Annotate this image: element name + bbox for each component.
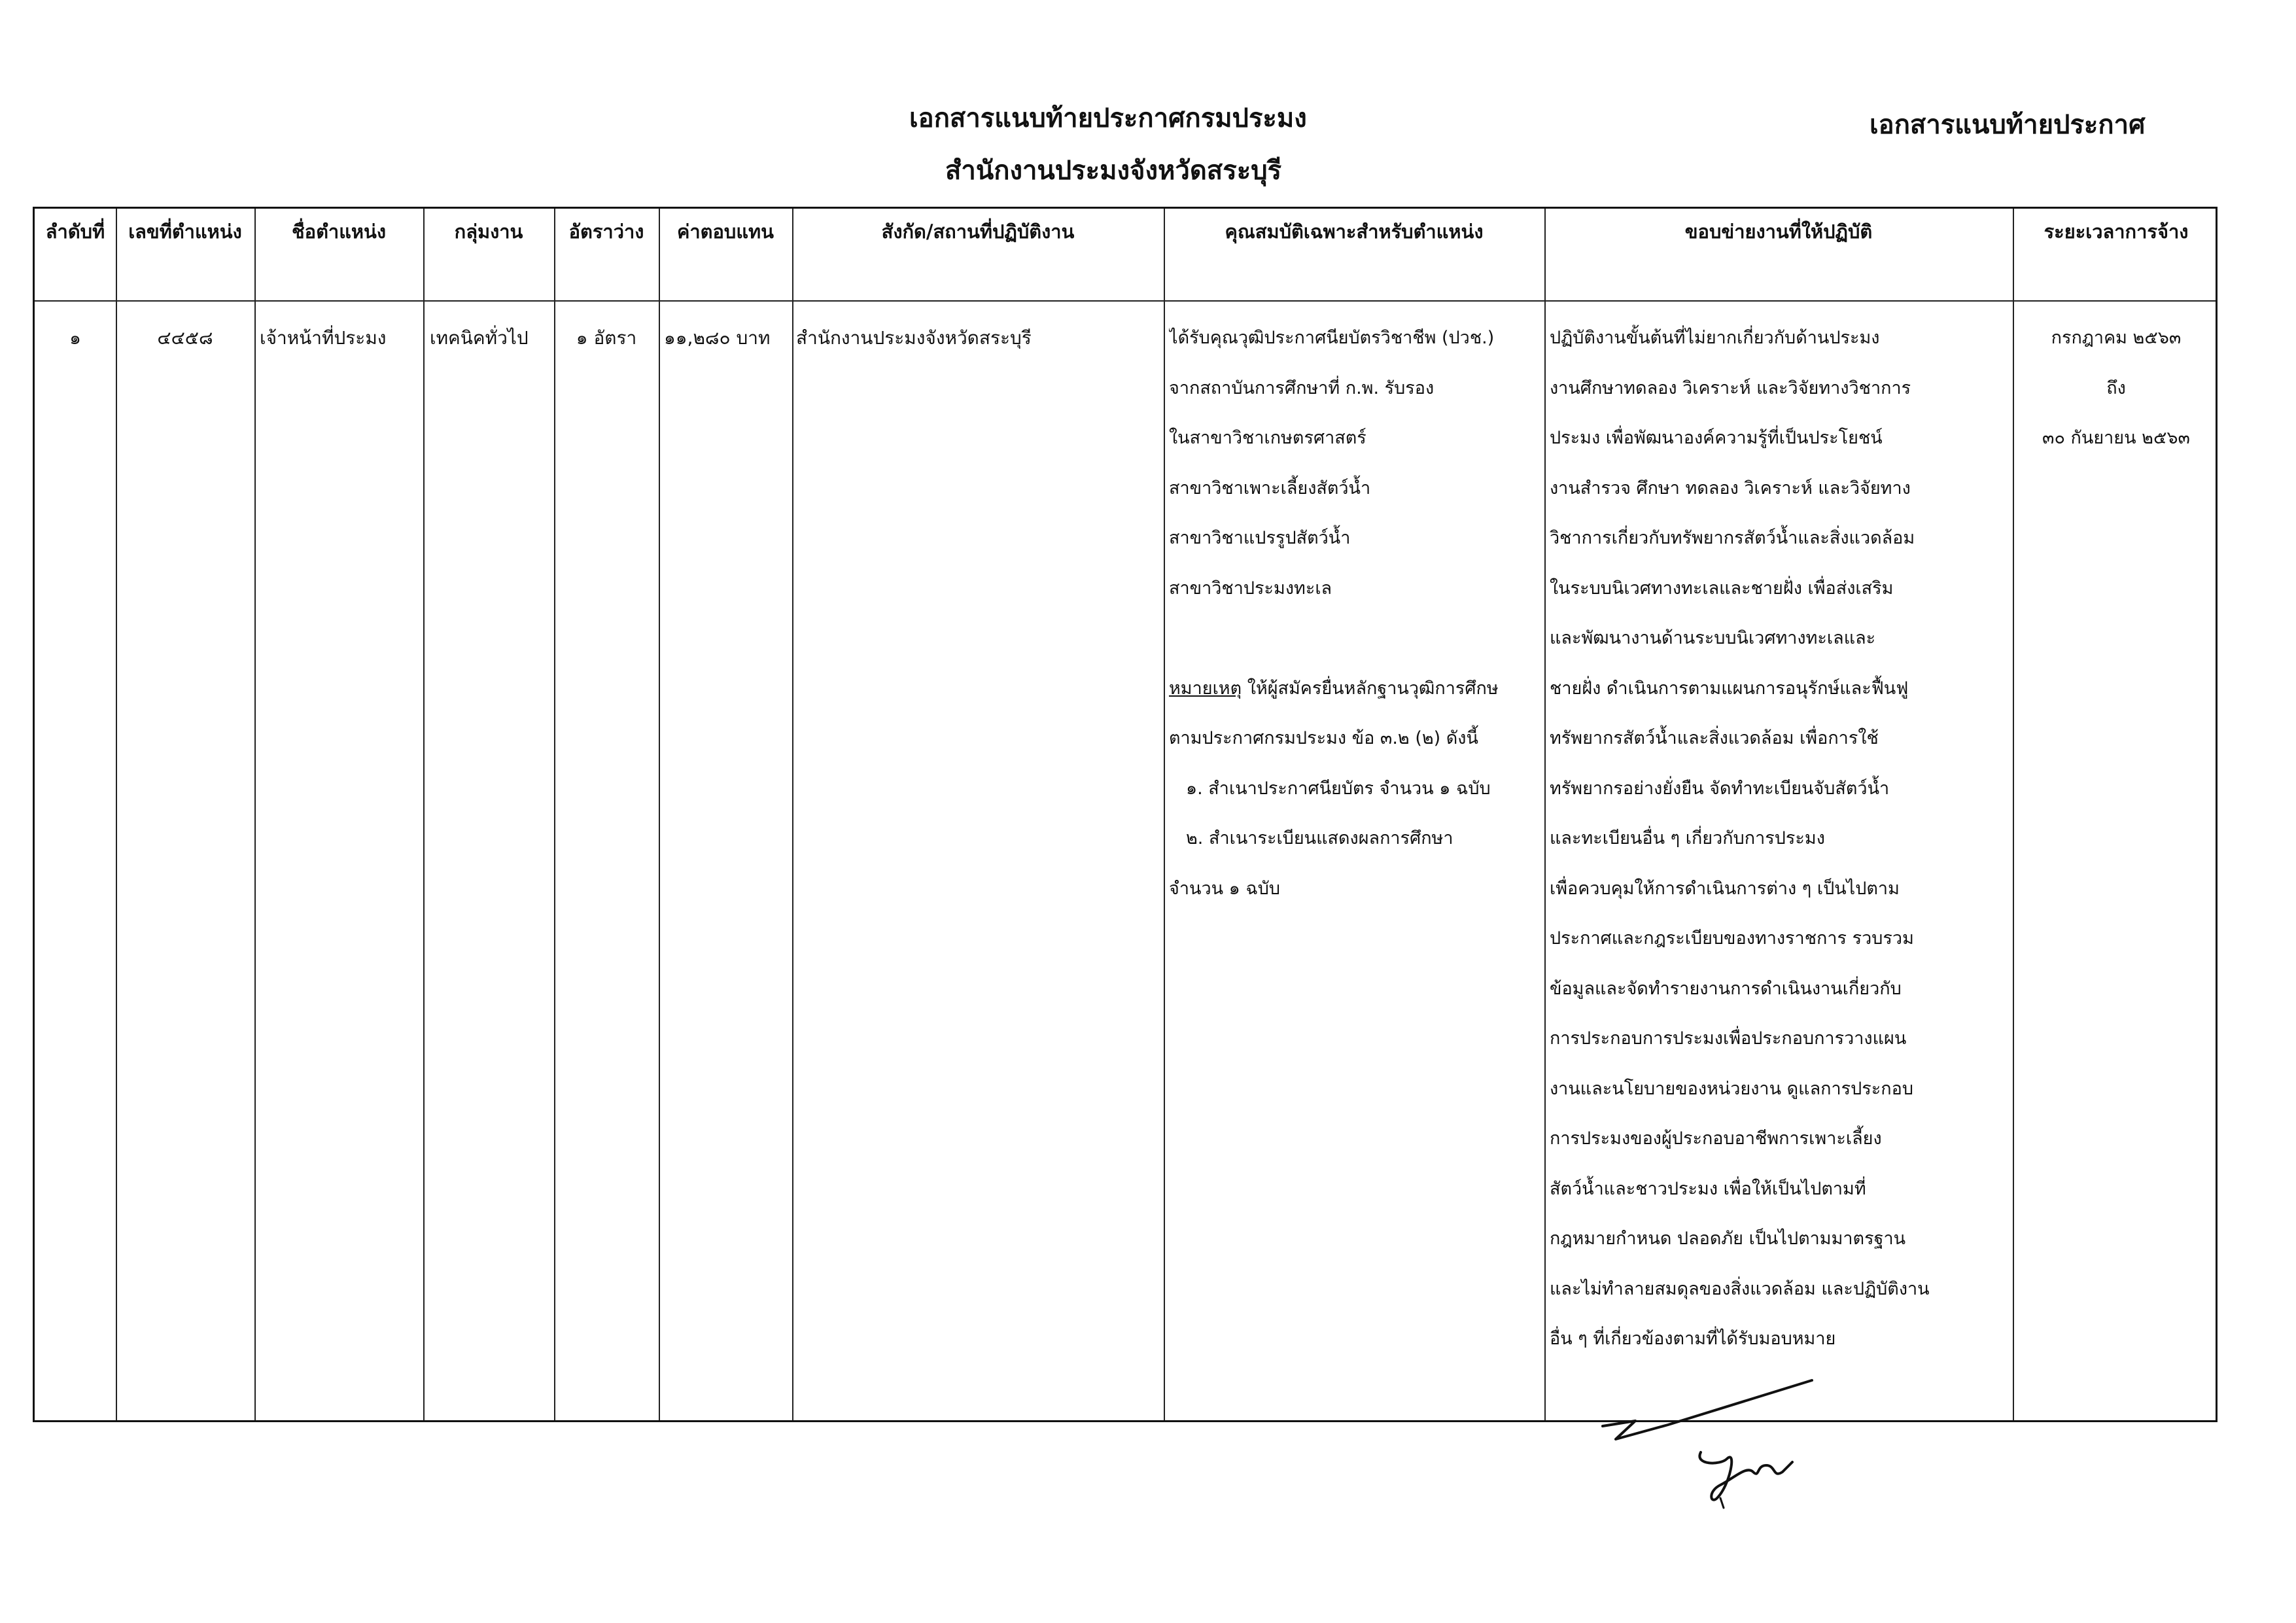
positions-table: [33, 207, 2218, 1422]
scope-line: วิชาการเกี่ยวกับทรัพยากรสัตว์น้ำและสิ่งแวดล้อม: [1550, 528, 1915, 548]
scope-line: สัตว์น้ำและชาวประมง เพื่อให้เป็นไปตามที่: [1550, 1178, 1866, 1199]
col-header-position-number: เลขที่ตำแหน่ง: [128, 220, 242, 243]
column-divider: [254, 209, 256, 1420]
scope-line: ชายฝั่ง ดำเนินการตามแผนการอนุรักษ์และฟื้นฟู: [1550, 678, 1909, 699]
column-divider: [792, 209, 793, 1420]
qualification-line: จากสถาบันการศึกษาที่ ก.พ. รับรอง: [1169, 377, 1435, 398]
note-line: ๑. สำเนาประกาศนียบัตร จำนวน ๑ ฉบับ: [1186, 778, 1491, 799]
col-header-workplace: สังกัด/สถานที่ปฏิบัติงาน: [881, 220, 1075, 243]
note-line: ๒. สำเนาระเบียนแสดงผลการศึกษา: [1186, 828, 1453, 848]
cell-work-group: เทคนิคทั่วไป: [430, 327, 529, 349]
col-header-order: ลำดับที่: [45, 220, 105, 243]
scope-line: กฎหมายกำหนด ปลอดภัย เป็นไปตามมาตรฐาน: [1550, 1229, 1906, 1249]
note-text: ให้ผู้สมัครยื่นหลักฐานวุฒิการศึกษ: [1242, 678, 1499, 699]
handwritten-signature: [1596, 1367, 1845, 1518]
col-header-work-group: กลุ่มงาน: [454, 220, 523, 243]
document-subtitle: สำนักงานประมงจังหวัดสระบุรี: [945, 156, 1282, 186]
scope-line: ทรัพยากรอย่างยั่งยืน จัดทำทะเบียนจับสัตว์น้ำ: [1550, 778, 1890, 799]
cell-vacancy: ๑ อัตรา: [576, 327, 637, 349]
scope-line: และพัฒนางานด้านระบบนิเวศทางทะเลและ: [1550, 628, 1876, 648]
cell-compensation: ๑๑,๒๘๐ บาท: [664, 327, 771, 349]
scope-line: และทะเบียนอื่น ๆ เกี่ยวกับการประมง: [1550, 828, 1825, 848]
header-divider: [35, 300, 2216, 302]
cell-position-number: ๔๔๕๘: [157, 327, 213, 349]
qualification-line: ได้รับคุณวุฒิประกาศนียบัตรวิชาชีพ (ปวช.): [1169, 328, 1495, 348]
scope-line: งานและนโยบายของหน่วยงาน ดูแลการประกอบ: [1550, 1078, 1913, 1099]
note-line: ตามประกาศกรมประมง ข้อ ๓.๒ (๒) ดังนี้: [1169, 728, 1478, 748]
cell-scope-of-work: [1550, 313, 2010, 1365]
scope-line: อื่น ๆ ที่เกี่ยวข้องตามที่ได้รับมอบหมาย: [1550, 1329, 1836, 1349]
cell-employment-period: [2013, 313, 2219, 464]
column-divider: [1544, 209, 1546, 1420]
scope-line: การประมงของผู้ประกอบอาชีพการเพาะเลี้ยง: [1550, 1128, 1882, 1149]
column-divider: [423, 209, 425, 1420]
note-label: หมายเหตุ: [1169, 678, 1242, 699]
col-header-compensation: ค่าตอบแทน: [677, 220, 774, 243]
column-divider: [554, 209, 555, 1420]
scope-line: ทรัพยากรสัตว์น้ำและสิ่งแวดล้อม เพื่อการใช้: [1550, 728, 1879, 748]
scope-line: งานสำรวจ ศึกษา ทดลอง วิเคราะห์ และวิจัยทาง: [1550, 478, 1911, 498]
col-header-position-name: ชื่อตำแหน่ง: [291, 220, 386, 243]
scope-line: ปฏิบัติงานขั้นต้นที่ไม่ยากเกี่ยวกับด้านประมง: [1550, 328, 1880, 348]
cell-workplace: สำนักงานประมงจังหวัดสระบุรี: [796, 327, 1032, 349]
note-line: [1169, 664, 1542, 714]
col-header-vacancy: อัตราว่าง: [568, 220, 644, 243]
scope-line: ประมง เพื่อพัฒนาองค์ความรู้ที่เป็นประโยชน์: [1550, 428, 1883, 448]
qualification-line: ในสาขาวิชาเกษตรศาสตร์: [1169, 428, 1366, 448]
scope-line: ในระบบนิเวศทางทะเลและชายฝั่ง เพื่อส่งเสริม: [1550, 578, 1894, 599]
col-header-period: ระยะเวลาการจ้าง: [2044, 220, 2189, 243]
scope-line: งานศึกษาทดลอง วิเคราะห์ และวิจัยทางวิชาการ: [1550, 377, 1911, 398]
document-title: เอกสารแนบท้ายประกาศกรมประมง: [909, 103, 1307, 133]
column-divider: [659, 209, 660, 1420]
cell-qualifications: [1169, 313, 1542, 914]
cell-order: ๑: [69, 327, 81, 349]
col-header-scope: ขอบข่ายงานที่ให้ปฏิบัติ: [1684, 220, 1873, 243]
scope-line: เพื่อควบคุมให้การดำเนินการต่าง ๆ เป็นไปตาม: [1550, 878, 1900, 899]
scope-line: ประกาศและกฎระเบียบของทางราชการ รวบรวม: [1550, 928, 1914, 949]
col-header-qualifications: คุณสมบัติเฉพาะสำหรับตำแหน่ง: [1225, 220, 1484, 243]
cell-position-name: เจ้าหน้าที่ประมง: [260, 327, 387, 349]
column-divider: [1164, 209, 1165, 1420]
scope-line: และไม่ทำลายสมดุลของสิ่งแวดล้อม และปฏิบัติงาน: [1550, 1278, 1930, 1299]
note-line: จำนวน ๑ ฉบับ: [1169, 878, 1281, 899]
period-line: ๓๐ กันยายน ๒๕๖๓: [2042, 428, 2190, 448]
qualification-line: สาขาวิชาแปรรูปสัตว์น้ำ: [1169, 528, 1351, 548]
period-line: ถึง: [2106, 377, 2126, 398]
qualification-line: สาขาวิชาประมงทะเล: [1169, 578, 1332, 599]
column-divider: [116, 209, 117, 1420]
corner-label: เอกสารแนบท้ายประกาศ: [1870, 110, 2146, 140]
scope-line: ข้อมูลและจัดทำรายงานการดำเนินงานเกี่ยวกับ: [1550, 978, 1902, 999]
qualification-line: สาขาวิชาเพาะเลี้ยงสัตว์น้ำ: [1169, 478, 1371, 498]
period-line: กรกฎาคม ๒๕๖๓: [2051, 328, 2182, 348]
scope-line: การประกอบการประมงเพื่อประกอบการวางแผน: [1550, 1028, 1907, 1049]
